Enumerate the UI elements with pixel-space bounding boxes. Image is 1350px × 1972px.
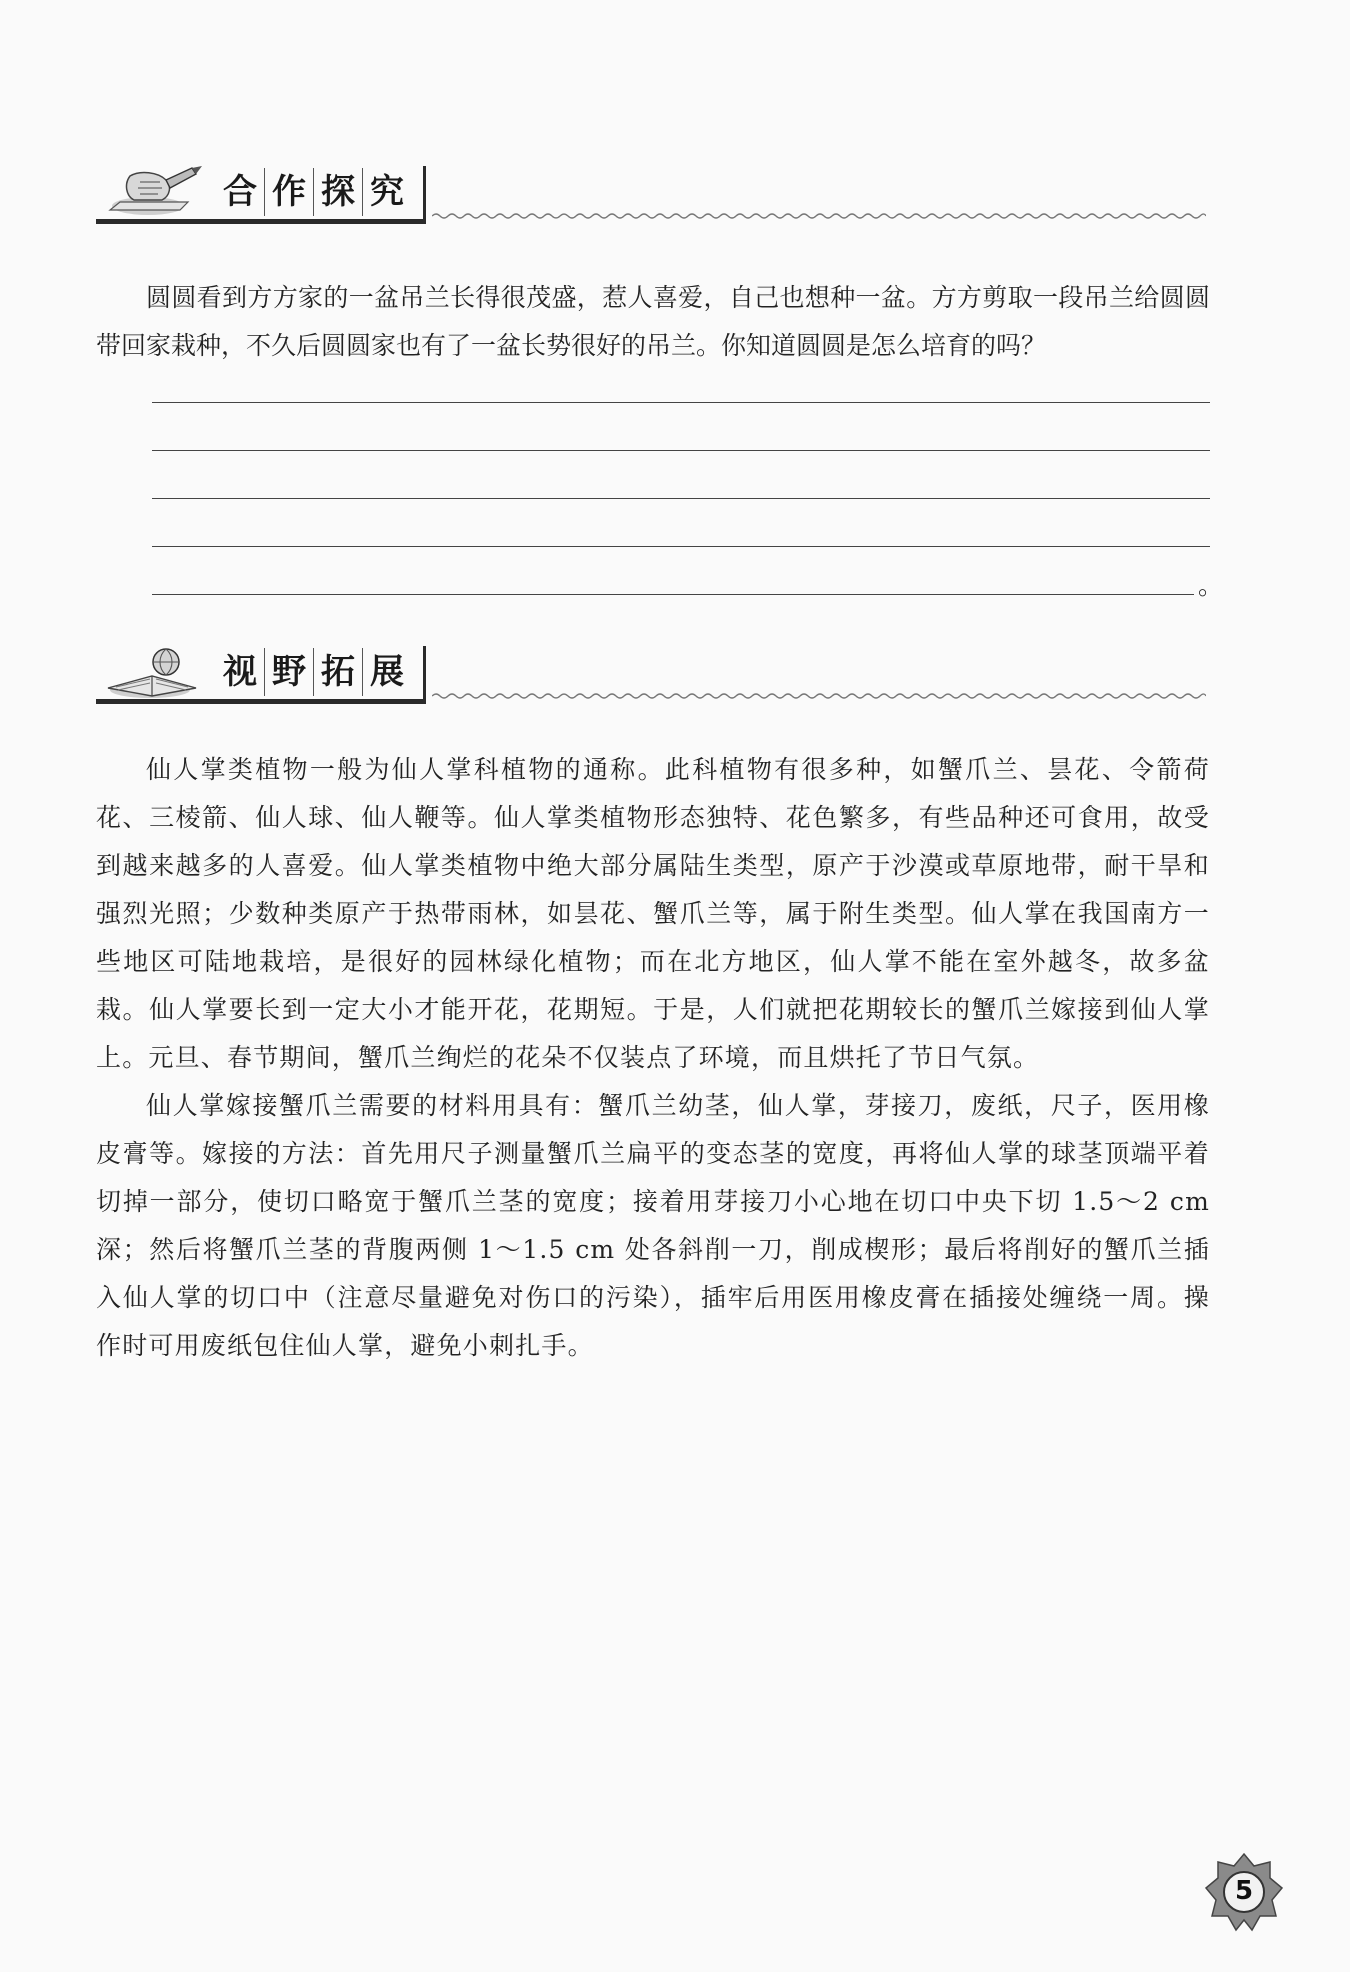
- title-char: 合: [216, 168, 265, 216]
- answer-end-mark: 。: [1198, 571, 1224, 600]
- title-char: 探: [314, 168, 363, 216]
- reading-paragraph: 仙人掌类植物一般为仙人掌科植物的通称。此科植物有很多种，如蟹爪兰、昙花、令箭荷花、三棱箭、仙人球、仙人鞭等。仙人掌类植物形态独特、花色繁多，有些品种还可食用，故受到越来越多的人喜爱。仙人掌类植物中绝大部分属陆生类型，原产于沙漠或草原地带，耐干旱和强烈光照；少数种类原产于热带雨林，如昙花、蟹爪兰等，属于附生类型。仙人掌在我国南方一些地区可陆地栽培，是很好的园林绿化植物；而在北方地区，仙人掌不能在室外越冬，故多盆栽。仙人掌要长到一定大小才能开花，花期短。于是，人们就把花期较长的蟹爪兰嫁接到仙人掌上。元旦、春节期间，蟹爪兰绚烂的花朵不仅装点了环境，而且烘托了节日气氛。: [96, 755, 1210, 1072]
- title-char: 究: [370, 172, 404, 212]
- answer-line[interactable]: [152, 402, 1210, 403]
- answer-line[interactable]: [152, 594, 1194, 595]
- answer-line[interactable]: [152, 498, 1210, 499]
- section-header-broaden-view: [96, 646, 1206, 708]
- book-globe-icon: [100, 646, 210, 700]
- section-header-cooperate: [96, 166, 1206, 228]
- title-char: 野: [265, 648, 314, 696]
- title-char: 视: [216, 648, 265, 696]
- reading-paragraph: 仙人掌嫁接蟹爪兰需要的材料用具有：蟹爪兰幼茎，仙人掌，芽接刀，废纸，尺子，医用橡皮膏等。嫁接的方法：首先用尺子测量蟹爪兰扁平的变态茎的宽度，再将仙人掌的球茎顶端平着切掉一部分，使切口略宽于蟹爪兰茎的宽度；接着用芽接刀小心地在切口中央下切 1.5～2 cm 深；然后将蟹爪兰茎的背腹两侧 1～1.5 cm 处各斜削一刀，削成楔形；最后将削好的蟹爪兰插入仙人掌的切口中（注意尽量避免对伤口的污染），插牢后用医用橡皮膏在插接处缠绕一周。操作时可用废纸包住仙人掌，避免小刺扎手。: [96, 1091, 1210, 1360]
- section-title-frame: [96, 166, 426, 224]
- section-title: [216, 648, 411, 696]
- question-paragraph: 圆圆看到方方家的一盆吊兰长得很茂盛，惹人喜爱，自己也想种一盆。方方剪取一段吊兰给圆圆带回家栽种，不久后圆圆家也有了一盆长势很好的吊兰。你知道圆圆是怎么培育的吗？: [96, 283, 1210, 360]
- writing-hand-icon: [100, 166, 210, 220]
- section-title-frame: [96, 646, 426, 704]
- page-number: 5: [1234, 1876, 1254, 1906]
- section-title: [216, 168, 411, 216]
- wavy-divider: [432, 210, 1206, 222]
- answer-line[interactable]: [152, 546, 1210, 547]
- wavy-divider: [432, 690, 1206, 702]
- answer-line[interactable]: [152, 450, 1210, 451]
- title-char: 作: [265, 168, 314, 216]
- title-char: 展: [370, 652, 404, 692]
- title-char: 拓: [314, 648, 363, 696]
